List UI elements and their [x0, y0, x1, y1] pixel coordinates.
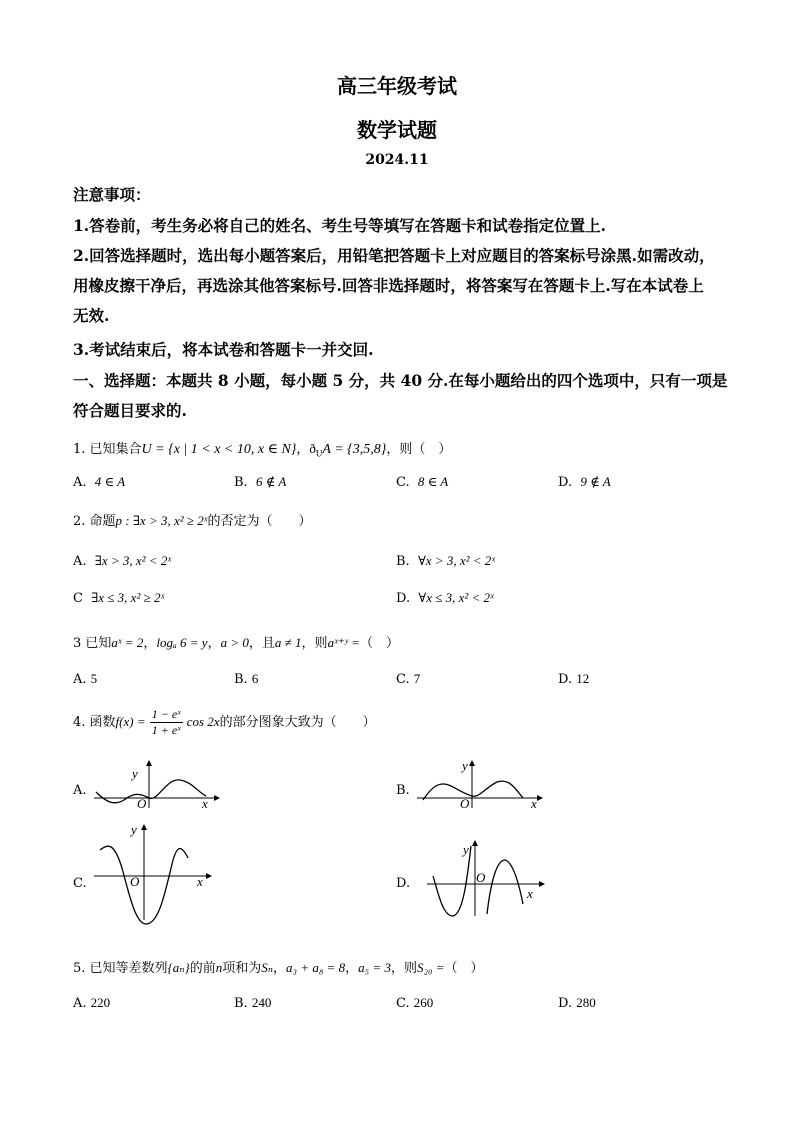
- q1-option-a[interactable]: A. 4 ∈ A: [73, 474, 126, 490]
- question-3: 3 已知aˣ = 2，logₐ 6 = y，a > 0，且a ≠ 1，则aˣ⁺ʸ =（ ）: [73, 635, 399, 651]
- question-4: 4. 函数f(x) = $\frac{\text{1 − eˣ}}{\text{1 + eˣ}}$ cos 2x的部分图象大致为（ ）: [73, 707, 376, 737]
- q2-option-b[interactable]: B. ∀x > 3, x² < 2ˣ: [396, 553, 495, 569]
- notice-heading: 注意事项：: [73, 185, 151, 204]
- q3-option-c[interactable]: C. 7: [396, 671, 421, 687]
- notice-item-2-line-3: 无效.: [73, 306, 110, 325]
- svg-text:x: x: [531, 796, 537, 810]
- q2-option-a[interactable]: A. ∃x > 3, x² < 2ˣ: [73, 553, 172, 569]
- svg-text:y: y: [132, 766, 138, 781]
- q3-option-a[interactable]: A. 5: [73, 671, 98, 687]
- set-u: U = {x | 1 < x < 10, x ∈ N}: [141, 442, 297, 457]
- q4-option-c-label[interactable]: C.: [73, 876, 87, 891]
- svg-text:O: O: [130, 874, 140, 889]
- exam-subtitle: 数学试题: [357, 118, 437, 142]
- q3-option-b[interactable]: B. 6: [234, 671, 259, 687]
- q2-option-d[interactable]: D. ∀x ≤ 3, x² < 2ˣ: [396, 590, 494, 606]
- q4-graph-b[interactable]: [415, 758, 545, 810]
- section-1-line-1: 一、选择题：本题共 8 小题，每小题 5 分，共 40 分.在每小题给出的四个选项中，只有一项是: [73, 371, 728, 390]
- svg-text:x: x: [202, 796, 208, 810]
- q4-option-d-label[interactable]: D.: [396, 876, 411, 891]
- complement-symbol: $ð_U$: [309, 441, 323, 459]
- section-1-line-2: 符合题目要求的.: [73, 401, 187, 420]
- proposition-p: p : ∃x > 3, x² ≥ 2ˣ: [115, 513, 208, 528]
- q2-option-c[interactable]: C ∃x ≤ 3, x² ≥ 2ˣ: [73, 590, 165, 606]
- q4-graph-d[interactable]: [415, 840, 550, 920]
- svg-text:x: x: [527, 886, 533, 901]
- x-axis-arrow: [539, 881, 545, 887]
- svg-text:O: O: [137, 796, 147, 810]
- exam-title: 高三年级考试: [337, 74, 457, 98]
- q1-option-d[interactable]: D. 9 ∉ A: [558, 474, 611, 490]
- svg-text:x: x: [197, 874, 203, 889]
- y-axis-arrow: [472, 840, 478, 846]
- notice-item-1: 1.答卷前，考生务必将自己的姓名、考生号等填写在答题卡和试卷指定位置上.: [73, 216, 607, 235]
- q4-graph-a[interactable]: [92, 758, 222, 810]
- q4-graph-c[interactable]: [92, 820, 222, 928]
- q4-option-a-label[interactable]: A.: [73, 783, 87, 798]
- q1-option-b[interactable]: B. 6 ∉ A: [234, 474, 287, 490]
- y-axis-arrow: [146, 760, 152, 766]
- question-2: 2. 命题p : ∃x > 3, x² ≥ 2ˣ的否定为（ ）: [73, 513, 312, 529]
- svg-text:O: O: [460, 796, 470, 810]
- exam-date: 2024.11: [365, 152, 429, 168]
- svg-text:y: y: [131, 822, 137, 837]
- svg-text:O: O: [476, 870, 486, 885]
- question-5: 5. 已知等差数列{aₙ}的前n项和为Sₙ，a₃ + a₈ = 8，a₅ = 3，则S₂₀ =（ ）: [73, 960, 484, 976]
- curve: [96, 780, 206, 803]
- set-a: A = {3,5,8}: [322, 442, 387, 457]
- curve-right: [487, 860, 523, 914]
- y-axis-arrow: [469, 760, 475, 766]
- fraction: $\frac{\text{1 − eˣ}}{\text{1 + eˣ}}$: [151, 707, 181, 737]
- q5-option-d[interactable]: D. 280: [558, 995, 596, 1011]
- q5-option-a[interactable]: A. 220: [73, 995, 111, 1011]
- q5-option-c[interactable]: C. 260: [396, 995, 434, 1011]
- svg-text:y: y: [462, 758, 468, 773]
- x-axis-arrow: [206, 873, 212, 879]
- x-axis-arrow: [214, 795, 220, 801]
- svg-text:y: y: [463, 842, 469, 857]
- q3-option-d[interactable]: D. 12: [558, 671, 590, 687]
- q4-option-b-label[interactable]: B.: [396, 783, 410, 798]
- q1-option-c[interactable]: C. 8 ∈ A: [396, 474, 449, 490]
- curve: [423, 781, 523, 800]
- question-1: 1. 已知集合U = {x | 1 < x < 10, x ∈ N}，$ð_UA = \{3,5,8\}$，则（ ）: [73, 441, 452, 459]
- x-axis-arrow: [537, 795, 543, 801]
- q5-option-b[interactable]: B. 240: [234, 995, 272, 1011]
- notice-item-3: 3.考试结束后，将本试卷和答题卡一并交回.: [73, 340, 374, 359]
- notice-item-2-line-2: 用橡皮擦干净后，再选涂其他答案标号.回答非选择题时，将答案写在答题卡上.写在本试卷上: [73, 276, 704, 295]
- y-axis-arrow: [141, 824, 147, 830]
- notice-item-2-line-1: 2.回答选择题时，选出每小题答案后，用铅笔把答题卡上对应题目的答案标号涂黑.如需改动，: [73, 246, 715, 265]
